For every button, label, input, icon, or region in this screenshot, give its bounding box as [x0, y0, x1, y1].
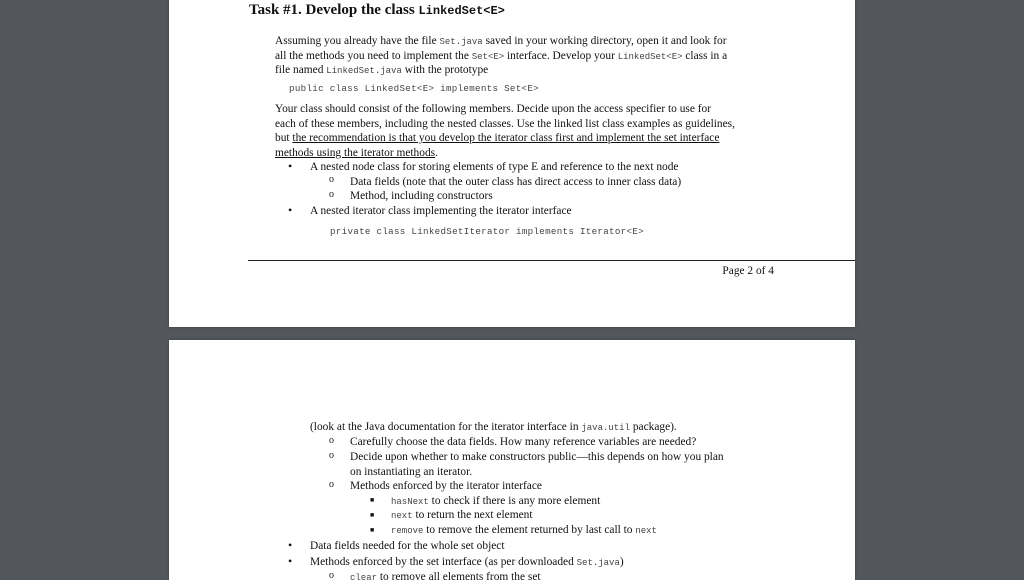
bullet-icon: • — [288, 159, 293, 173]
bullet-icon: • — [288, 538, 293, 552]
p2-constructors-line-1: Decide upon whether to make constructors public—this depends on how you plan — [350, 451, 724, 463]
square-bullet-icon: ■ — [370, 526, 375, 534]
p2-hasnext: hasNext to check if there is any more element — [391, 494, 601, 507]
members-line-2: each of these members, including the nested classes. Use the linked list class examples as guidelines, — [275, 117, 735, 130]
p2-constructors-line-2: on instantiating an iterator. — [350, 465, 473, 478]
members-line-1: Your class should consist of the following members. Decide upon the access specifier to use for — [275, 103, 712, 115]
sub-methods: Method, including constructors — [350, 190, 493, 202]
p2-set-methods: Methods enforced by the set interface (as per downloaded Set.java) — [310, 556, 624, 568]
prototype-code: public class LinkedSet<E> implements Set<E> — [289, 83, 539, 94]
circle-bullet-icon: o — [329, 188, 334, 200]
circle-bullet-icon: o — [329, 435, 334, 446]
intro-line-2: all the methods you need to implement the Set<E> interface. Develop your LinkedSet<E> class in a — [275, 49, 728, 62]
footer-rule — [248, 260, 855, 261]
p2-clear-partial: clear to remove all elements from the set — [350, 571, 541, 580]
intro-line-1: Assuming you already have the file Set.java saved in your working directory, open it and look for — [275, 35, 727, 47]
iterator-code: private class LinkedSetIterator implements Iterator<E> — [330, 226, 644, 237]
members-line-3: but the recommendation is that you develop the iterator class first and implement the set interface — [275, 132, 720, 144]
p2-next: next to return the next element — [391, 509, 533, 521]
circle-bullet-icon: o — [329, 174, 334, 185]
members-line-4: methods using the iterator methods. — [275, 146, 438, 159]
p2-data-fields: Carefully choose the data fields. How many reference variables are needed? — [350, 436, 697, 448]
bullet-node-class: A nested node class for storing elements of type E and reference to the next node — [310, 161, 679, 173]
document-page-3 — [169, 340, 855, 580]
circle-bullet-icon: o — [329, 570, 334, 580]
bullet-icon: • — [288, 554, 293, 568]
square-bullet-icon: ■ — [370, 511, 375, 519]
document-page-2 — [169, 0, 855, 327]
square-bullet-icon: ■ — [370, 496, 375, 504]
p2-set-data-fields: Data fields needed for the whole set object — [310, 540, 505, 552]
sub-data-fields: Data fields (note that the outer class has direct access to inner class data) — [350, 175, 682, 188]
p2-line-1: (look at the Java documentation for the iterator interface in java.util package). — [310, 421, 677, 433]
p2-iterator-methods: Methods enforced by the iterator interface — [350, 480, 542, 492]
circle-bullet-icon: o — [329, 479, 334, 490]
p2-remove: remove to remove the element returned by last call to next — [391, 524, 657, 536]
page-number: Page 2 of 4 — [722, 265, 774, 277]
bullet-iterator-class: A nested iterator class implementing the iterator interface — [310, 205, 572, 217]
intro-line-3: file named LinkedSet.java with the prototype — [275, 64, 489, 76]
task-title: Task #1. Develop the class LinkedSet<E> — [249, 2, 505, 18]
circle-bullet-icon: o — [329, 450, 334, 461]
bullet-icon: • — [288, 203, 293, 217]
